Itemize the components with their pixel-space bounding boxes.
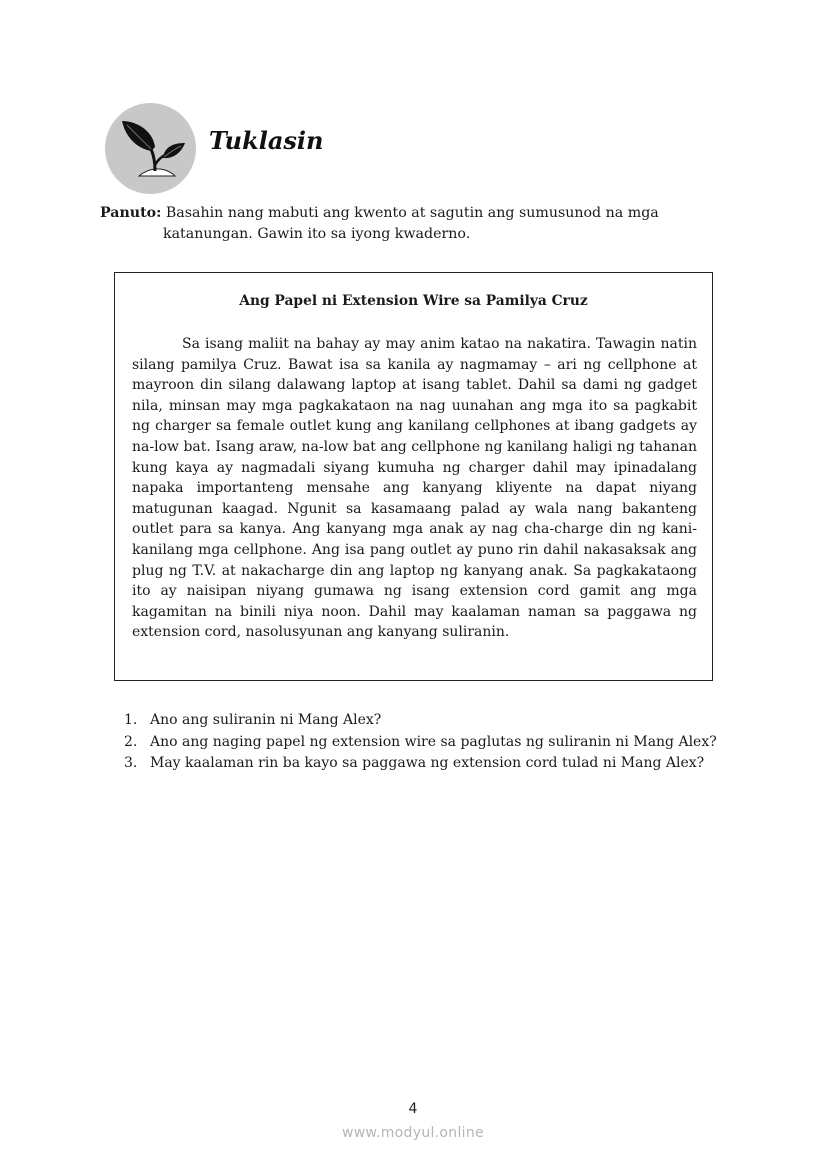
question-item [124, 732, 728, 754]
question-item [124, 753, 728, 775]
directions-label: Panuto: [100, 205, 162, 221]
question-number: 2. [124, 733, 138, 750]
story-title: Ang Papel ni Extension Wire sa Pamilya Cruz [239, 293, 588, 309]
story-body: Sa isang maliit na bahay ay may anim katao na nakatira. Tawagin natin silang pamilya Cruz. Bawat isa sa kanila ay nagmamay – ari ng cellphone at mayroon din silang dalawang laptop at isang tablet. Dahil sa dami ng gadget nila, minsan may mga pagkakataon na nag uunahan ang mga ito sa pagkabit ng charger sa female outlet kung ang kanilang cellphones at ibang gadgets ay na-low bat. Isang araw, na-low bat ang cellphone ng kanilang haligi ng tahanan kung kaya ay nagmadali siyang kumuha ng charger dahil may ipinadalang napaka importanteng mensahe ang kanyang kliyente na dapat niyang matugunan kaagad. Ngunit sa kasamaang palad ay wala nang bakanteng outlet para sa kanya. Ang kanyang mga anak ay nag cha-charge din ng kani-kanilang mga cellphone. Ang isa pang outlet ay puno rin dahil nakasaksak ang plug ng T.V. at nakacharge din ang laptop ng kanyang anak. Sa pagkakataong ito ay naisipan niyang gumawa ng isang extension cord gamit ang mga kagamitan na binili niya noon. Dahil may kaalaman naman sa paggawa ng extension cord, nasolusyunan ang kanyang suliranin. [132, 336, 697, 641]
directions-text-line2: katanungan. Gawin ito sa iyong kwaderno. [163, 226, 471, 242]
question-item [124, 710, 728, 732]
question-text: May kaalaman rin ba kayo sa paggawa ng extension cord tulad ni Mang Alex? [150, 755, 705, 771]
section-title: Tuklasin [209, 126, 324, 155]
directions [100, 203, 700, 245]
story-box [114, 272, 713, 681]
question-number: 1. [124, 712, 138, 728]
question-text: Ano ang naging papel ng extension wire sa paglutas ng suliranin ni Mang Alex? [150, 733, 717, 750]
page-number: 4 [408, 1101, 418, 1117]
directions-text-line1: Basahin nang mabuti ang kwento at sagutin ang sumusunod na mga [161, 205, 659, 221]
question-number: 3. [124, 755, 138, 771]
question-text: Ano ang suliranin ni Mang Alex? [150, 712, 382, 728]
question-list [124, 710, 728, 775]
watermark: www.modyul.online [342, 1125, 484, 1141]
seedling-icon [105, 103, 196, 194]
seedling-glyph [105, 103, 196, 194]
